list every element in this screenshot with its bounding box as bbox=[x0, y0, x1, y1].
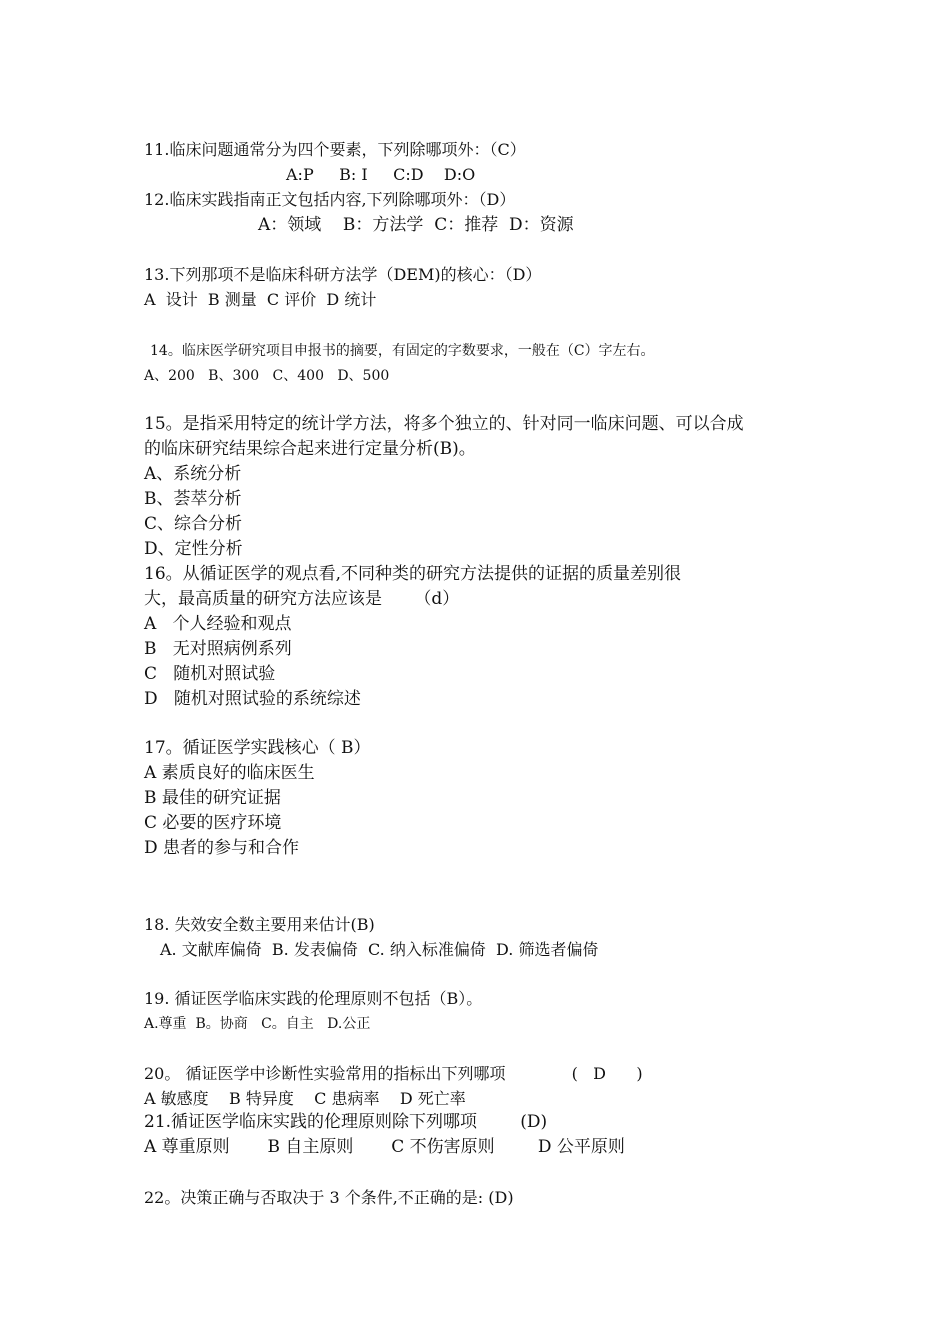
question-15-stem-line-1: 15。是指采用特定的统计学方法，将多个独立的、针对同一临床问题、可以合成 bbox=[144, 414, 744, 434]
question-13-stem: 13.下列那项不是临床科研方法学（DEM)的核心：（D） bbox=[144, 265, 542, 284]
question-15-option-b: B、荟萃分析 bbox=[144, 489, 242, 509]
question-15-option-c: C、综合分析 bbox=[144, 514, 243, 534]
question-13-options: A 设计 B 测量 C 评价 D 统计 bbox=[144, 290, 377, 309]
question-22-stem: 22。决策正确与否取决于 3 个条件,不正确的是: (D) bbox=[144, 1188, 514, 1207]
question-17-stem: 17。循证医学实践核心（ B） bbox=[144, 738, 371, 758]
question-11-options: A:P B: I C:D D:O bbox=[286, 165, 476, 184]
question-17-option-c: C 必要的医疗环境 bbox=[144, 813, 282, 833]
question-16-option-a: A 个人经验和观点 bbox=[144, 614, 292, 634]
question-12-stem: 12.临床实践指南正文包括内容,下列除哪项外：（D） bbox=[144, 190, 516, 209]
question-16-option-b: B 无对照病例系列 bbox=[144, 639, 292, 659]
question-14-options: A、200 B、300 C、400 D、500 bbox=[144, 368, 390, 384]
question-18-stem: 18. 失效安全数主要用来估计(B) bbox=[144, 915, 375, 934]
question-16-stem-line-1: 16。从循证医学的观点看,不同种类的研究方法提供的证据的质量差别很 bbox=[144, 564, 682, 584]
question-11-stem: 11.临床问题通常分为四个要素，下列除哪项外：（C） bbox=[144, 140, 526, 159]
question-20-options: A 敏感度 B 特异度 C 患病率 D 死亡率 bbox=[144, 1089, 466, 1108]
question-17-option-b: B 最佳的研究证据 bbox=[144, 788, 281, 808]
question-18-options: A. 文献库偏倚 B. 发表偏倚 C. 纳入标准偏倚 D. 筛选者偏倚 bbox=[160, 940, 599, 959]
question-15-option-a: A、系统分析 bbox=[144, 464, 242, 484]
question-14-stem: 14。临床医学研究项目申报书的摘要，有固定的字数要求，一般在（C）字左右。 bbox=[150, 343, 655, 359]
question-12-options: A：领域 B：方法学 C：推荐 D：资源 bbox=[258, 215, 574, 235]
question-21-stem: 21.循证医学临床实践的伦理原则除下列哪项 (D) bbox=[144, 1112, 548, 1132]
question-16-option-d: D 随机对照试验的系统综述 bbox=[144, 689, 361, 709]
question-19-options: A.尊重 B。协商 C。自主 D.公正 bbox=[144, 1016, 371, 1032]
question-20-stem: 20。 循证医学中诊断性实验常用的指标出下列哪项 ( D ) bbox=[144, 1064, 643, 1083]
question-15-stem-line-2: 的临床研究结果综合起来进行定量分析(B)。 bbox=[144, 439, 476, 459]
question-15-option-d: D、定性分析 bbox=[144, 539, 243, 559]
question-19-stem: 19. 循证医学临床实践的伦理原则不包括（B）。 bbox=[144, 989, 483, 1008]
question-17-option-a: A 素质良好的临床医生 bbox=[144, 763, 315, 783]
question-17-option-d: D 患者的参与和合作 bbox=[144, 838, 300, 858]
question-16-option-c: C 随机对照试验 bbox=[144, 664, 276, 684]
question-16-stem-line-2: 大，最高质量的研究方法应该是 （d） bbox=[144, 589, 460, 609]
question-21-options: A 尊重原则 B 自主原则 C 不伤害原则 D 公平原则 bbox=[144, 1137, 625, 1157]
